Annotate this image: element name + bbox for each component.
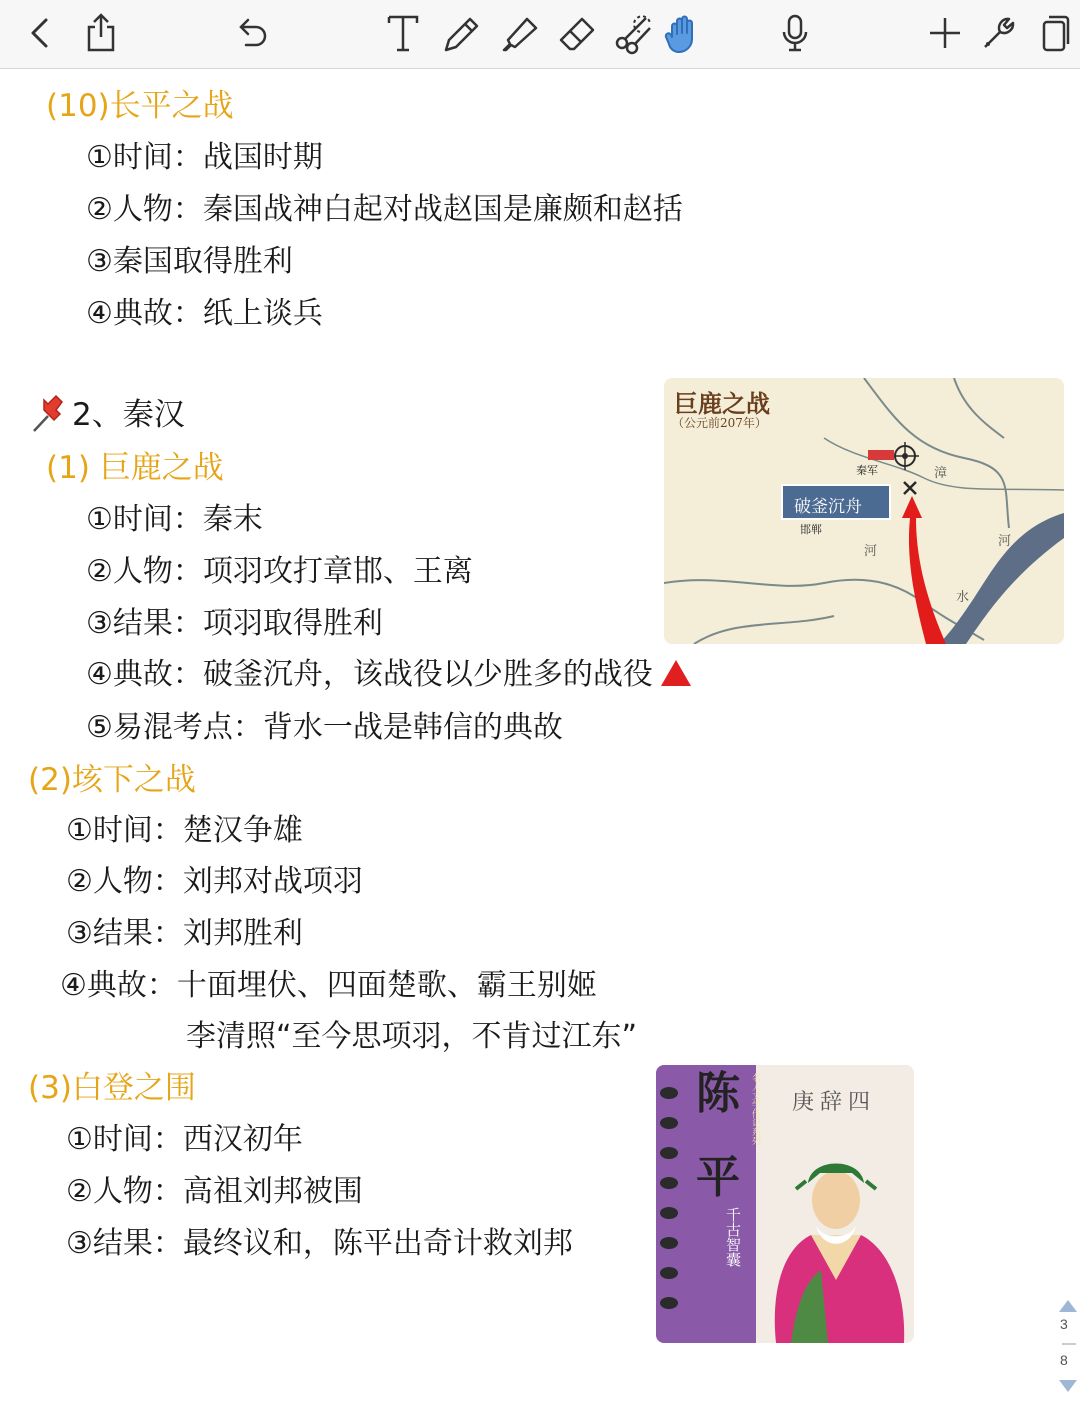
map-title: 巨鹿之战 bbox=[674, 389, 770, 418]
list-item: ②人物：高祖刘邦被围 bbox=[66, 1174, 363, 1209]
pages-icon[interactable] bbox=[1032, 10, 1078, 56]
book-cover-image[interactable] bbox=[656, 1065, 914, 1343]
map-river-label: 河 bbox=[864, 544, 878, 559]
undo-icon[interactable] bbox=[228, 10, 274, 56]
map-box-label: 破釜沉舟 bbox=[794, 497, 862, 517]
list-item: ③结果：项羽取得胜利 bbox=[86, 606, 383, 641]
wrench-icon[interactable] bbox=[976, 10, 1022, 56]
chapter-heading: 2、秦汉 bbox=[72, 397, 185, 433]
list-item: ③结果：刘邦胜利 bbox=[66, 916, 303, 951]
toolbar bbox=[0, 0, 1080, 69]
book-subtitle: 千古智囊 bbox=[724, 1207, 742, 1267]
list-item: ④典故：纸上谈兵 bbox=[86, 296, 323, 331]
add-icon[interactable] bbox=[922, 10, 968, 56]
back-icon[interactable] bbox=[18, 10, 64, 56]
list-item: ④典故：十面埋伏、四面楚歌、霸王别姬 bbox=[60, 968, 597, 1003]
list-item bbox=[86, 655, 691, 695]
map-river-label: 河 bbox=[998, 534, 1012, 549]
list-item: ②人物：项羽攻打章邯、王离 bbox=[86, 554, 473, 589]
book-title-char: 平 bbox=[696, 1152, 740, 1203]
list-item: ①时间：西汉初年 bbox=[66, 1122, 303, 1157]
list-item-text: ④典故：破釜沉舟，该战役以少胜多的战役 bbox=[86, 657, 653, 692]
book-title-char: 陈 bbox=[696, 1068, 740, 1119]
list-item: ①时间：秦末 bbox=[86, 502, 263, 537]
book-series: 名人文学传记系列 bbox=[750, 1073, 760, 1145]
map-river-label: 水 bbox=[956, 590, 970, 605]
pen-icon[interactable] bbox=[438, 10, 484, 56]
text-tool-icon[interactable] bbox=[380, 10, 426, 56]
map-army-label: 秦军 bbox=[856, 464, 878, 477]
section-heading-gaixia: (2)垓下之战 bbox=[28, 762, 196, 798]
list-item: ①时间：楚汉争雄 bbox=[66, 813, 303, 848]
list-item: 李清照“至今思项羽，不肯过江东” bbox=[186, 1019, 638, 1054]
map-city-label: 邯郸 bbox=[800, 523, 822, 536]
book-author: 庚辞四 bbox=[792, 1090, 877, 1115]
hand-icon[interactable] bbox=[660, 10, 706, 56]
pushpin-icon bbox=[30, 394, 70, 434]
list-item: ③结果：最终议和，陈平出奇计救刘邦 bbox=[66, 1226, 573, 1261]
share-icon[interactable] bbox=[78, 10, 124, 56]
list-item: ②人物：刘邦对战项羽 bbox=[66, 864, 363, 899]
lasso-scissors-icon[interactable] bbox=[610, 10, 656, 56]
list-item: ⑤易混考点：背水一战是韩信的典故 bbox=[86, 710, 563, 745]
page-scroll-indicator[interactable] bbox=[1056, 1296, 1080, 1396]
map-subtitle: （公元前207年） bbox=[672, 416, 767, 430]
section-heading-changping: (10)长平之战 bbox=[46, 88, 234, 124]
list-item: ③秦国取得胜利 bbox=[86, 244, 293, 279]
page-current: 3 bbox=[1060, 1316, 1068, 1332]
page-total: 8 bbox=[1060, 1352, 1068, 1368]
highlighter-icon[interactable] bbox=[496, 10, 542, 56]
list-item: ②人物：秦国战神白起对战赵国是廉颇和赵括 bbox=[86, 192, 683, 227]
section-heading-baideng: (3)白登之围 bbox=[28, 1070, 196, 1106]
list-item: ①时间：战国时期 bbox=[86, 140, 323, 175]
map-river-label: 漳 bbox=[934, 466, 948, 481]
section-heading-julu: (1) 巨鹿之战 bbox=[46, 450, 224, 486]
warning-triangle-icon bbox=[661, 660, 691, 686]
battle-map-image[interactable] bbox=[664, 378, 1064, 644]
eraser-icon[interactable] bbox=[554, 10, 600, 56]
microphone-icon[interactable] bbox=[772, 10, 818, 56]
